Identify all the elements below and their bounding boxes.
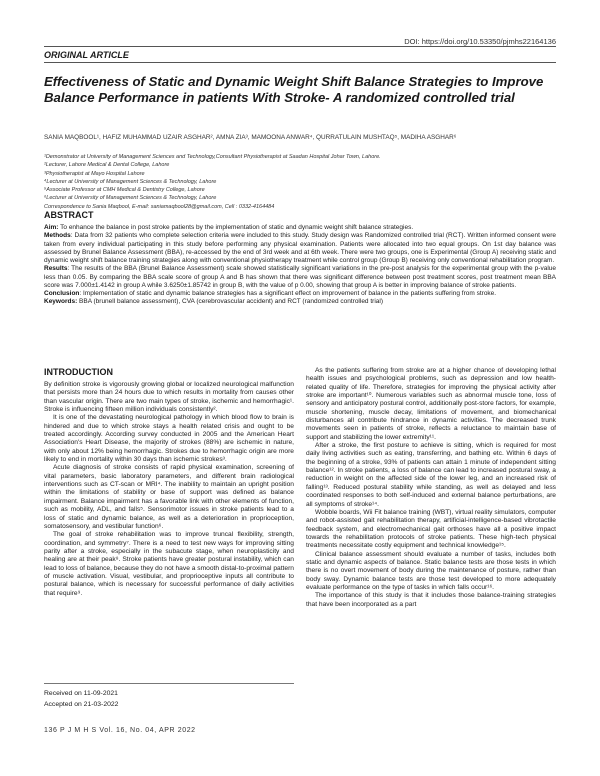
intro-paragraph-9: The importance of this study is that it includes those balance-training strategies that have been incorporated as a part (306, 592, 556, 608)
page-footer: 136 P J M H S Vol. 16, No. 04, APR 2022 (44, 727, 196, 734)
correspondence: Correspondence to Sania Maqbool, E-mail: saniamaqbool28@gmail.com, Cell : 0332-4164484 (44, 203, 275, 210)
received-date: Received on 11-09-2021 (44, 690, 118, 697)
intro-paragraph-1: By definition stroke is vigorously growing global or localized neurological malfunction that persists more than 24 hours due to which results in mortality from causes other than vascular origin. There are two main types of stroke, ischemic and hemorrhagic¹. Stroke is influencing fifteen million individuals consistently². (44, 381, 294, 414)
methods-label: Methods (44, 232, 71, 240)
accepted-date: Accepted on 21-03-2022 (44, 700, 119, 708)
intro-paragraph-2: It is one of the devastating neurological pathology in which blood flow to brain is hindered and due to which stroke stays a health related crisis and ought to be treated accordingly. According survey conducted in 2005 and the American Heart Association's Heart Disease, the majority of strokes (88%) are ischemic in nature, with only about 12% being hemorrhagic. Strokes due to hemorrhagic origin are more likely to end in mortality within 30 days than ischemic strokes³. (44, 414, 294, 464)
right-column (306, 367, 556, 609)
abstract-aim (44, 224, 556, 232)
intro-paragraph-7: Wobble boards, Wii Fit balance training (WBT), virtual reality simulators, computer and robot-assisted gait rehabilitation therapy, artificial-intelligence-based vibrotactile feedback system, and electromechanical gait orthoses have all a positive impact towards the rehabilitation protocols of stroke patients. These high-tech physical treatments necessitate costly equipment and technical knowledge¹⁵. (306, 508, 556, 550)
intro-paragraph-4: The goal of stroke rehabilitation was to improve truncal flexibility, strength, coordination, and symmetry⁷. There is a need to test new ways for improving sitting parity after a stroke, especially in the subacute stage, when neuroplasticity and healing are at their peak⁸. Stroke patients have greater postural instability, which can lead to loss of balance, because they do not have a smooth distal-to-proximal pattern of muscle activation. Visual, vestibular, and proprioceptive inputs all contribute to postural balance, which is necessary for successful performance of daily activities that require⁹. (44, 531, 294, 597)
abstract-heading: ABSTRACT (44, 210, 94, 220)
aim-text: To enhance the balance in post stroke patients by the implementation of static and dynamic weight shift balance strategies. (58, 224, 414, 231)
received-dates (44, 689, 118, 710)
keywords-text: BBA (brunell balance assessment), CVA (cerebrovascular accident) and RCT (randomized controlled trial) (77, 298, 383, 306)
results-text: : The results of the BBA (Brunel Balance Assessment) scale showed statistically significant variations in the pre-post analysis for the experimental group with the p-value less than 0.05. By comparing the BBA scale score of group A and B has shown that there was significant difference between post treatment scores, post treatment mean BBA score was 7.000±1.4142 in group A while 3.6250±1.85742 in group B, with the value of p 0.00, showing that group A is better in improving balance of stroke patients. (44, 265, 556, 289)
intro-paragraph-8: Clinical balance assessment should evaluate a number of tasks, includes both static and dynamic aspects of balance. Static balance tests are those tests in which there is no overt movement of body during the maintenance of posture, rather than body sway. Dynamic balance tests are those test developed to more adequately evaluate performance on the type of tasks in which falls occur¹⁶. (306, 550, 556, 591)
header-rule (44, 62, 556, 63)
results-label: Results (44, 265, 68, 273)
article-title: Effectiveness of Static and Dynamic Weight Shift Balance Strategies to Improve Balance Performance in patients With Stroke- A randomized controlled trial (44, 74, 544, 105)
affiliation-2: ²Lecturer, Lahore Medical & Dental College, Lahore (44, 162, 170, 169)
affiliations (44, 153, 564, 211)
abstract-methods (44, 232, 556, 265)
keywords-label: Keywords: (44, 298, 78, 306)
abstract-conclusion (44, 290, 556, 298)
methods-text: : Data from 32 patients who complete selection criteria were included to this study. Study design was Randomized controlled trial (RCT). Written informed consent were taken from every individual participating in this study before performing any physical examination. Patients were allocated into two equal groups. On 1st day balance was assessed by Brunel Balance Assessment (BBA), re-accessed by the end of 3rd week and at 6th week. There were two groups, one is Experimental (Group A) receiving static and dynamic weight shift balance training strategies along with conventional physiotherapy treatment while control group (Group B) receiving only conventional rehabilitation program. (44, 232, 556, 264)
conclusion-text: : Implementation of static and dynamic balance strategies has a significant effect on improvement of balance in the patients suffering from stroke. (79, 290, 497, 297)
intro-paragraph-3: Acute diagnosis of stroke consists of rapid physical examination, screening of vital parameters, basic laboratory parameters, and different brain radiological interventions such as CT-scan or MRI⁴. The inability to maintain an upright position within the limitations of stability or base of support was defined as balance impairment. Balance impairment has a favorable link with other elements of function, such as mobility, ADL, and falls⁵. Sensorimotor issues in stroke patients lead to a loss of static and dynamic balance, as well as a deterioration in proprioception, somatosensory, and vestibular function⁶. (44, 464, 294, 530)
doi-link[interactable]: DOI: https://doi.org/10.53350/pjmhs22164136 (404, 37, 556, 46)
affiliation-3: ³Physiotherapist at Mayo Hospital Lahore (44, 170, 145, 177)
intro-paragraph-5: As the patients suffering from stroke are at a higher chance of developing lethal health issues and psychological problems, such as depression and low health-related quality of life. Therefore, strategies for improving the physical activity after stroke are important¹⁰. Numerous variables such as abnormal muscle tone, loss of sensory and anticipatory postural control, additionally post-store factors, for example, muscle shortening, muscle decay, limitations of movement, and biomechanical disturbances all contribute hindrance in dynamic activities. The decreased trunk movements seen in patients of stroke, reflects a reluctance to maintain base of support and stabilizing the lower extremity¹¹. (306, 367, 556, 441)
aim-label: Aim: (44, 224, 59, 231)
top-rule (44, 46, 556, 47)
abstract-results (44, 265, 556, 290)
author-list: SANIA MAQBOOL¹, HAFIZ MUHAMMAD UZAIR ASGHAR², AMNA ZIA³, MAMOONA ANWAR⁴, QURRATULAIN MUSHTAQ⁵, MADIHA ASGHAR⁶ (44, 134, 457, 141)
dates-rule (44, 683, 294, 684)
abstract-body (44, 224, 556, 307)
article-type: ORIGINAL ARTICLE (44, 50, 129, 60)
conclusion-label: Conclusion (44, 290, 80, 297)
affiliation-5: ⁵Associate Professor at CMH Medical & Dentistry College, Lahore (44, 187, 205, 194)
introduction-heading: INTRODUCTION (44, 367, 113, 377)
intro-paragraph-6: After a stroke, the first posture to achieve is sitting, which is required for most daily living activities such as eating, transferring, and bathing etc. Within 6 days of the beginning of a stroke, 93% of patients can attain 1 minute of independent sitting balance¹². In stroke patients, a loss of balance can lead to increased postural sway, a reduction in weight on the affected side of the lower leg, and an increased risk of falling¹³. Reduced postural stability while standing, as well as delayed and less coordinated responses to both self-induced and external balance perturbations, are all symptoms of stroke¹⁴. (306, 442, 556, 508)
affiliation-4: ⁴Lecturer at University of Management Sciences & Technology, Lahore (44, 178, 217, 185)
abstract-keywords (44, 298, 556, 306)
left-column (44, 381, 294, 598)
affiliation-1: ¹Demonstrator at University of Management Sciences and Technology,Consultant Physiotherapist at Saadan Hospital Johar Town, Lahore. (44, 154, 381, 160)
affiliation-6: ⁶Lecturer at University of Management Sciences & Technology, Lahore (44, 195, 217, 202)
